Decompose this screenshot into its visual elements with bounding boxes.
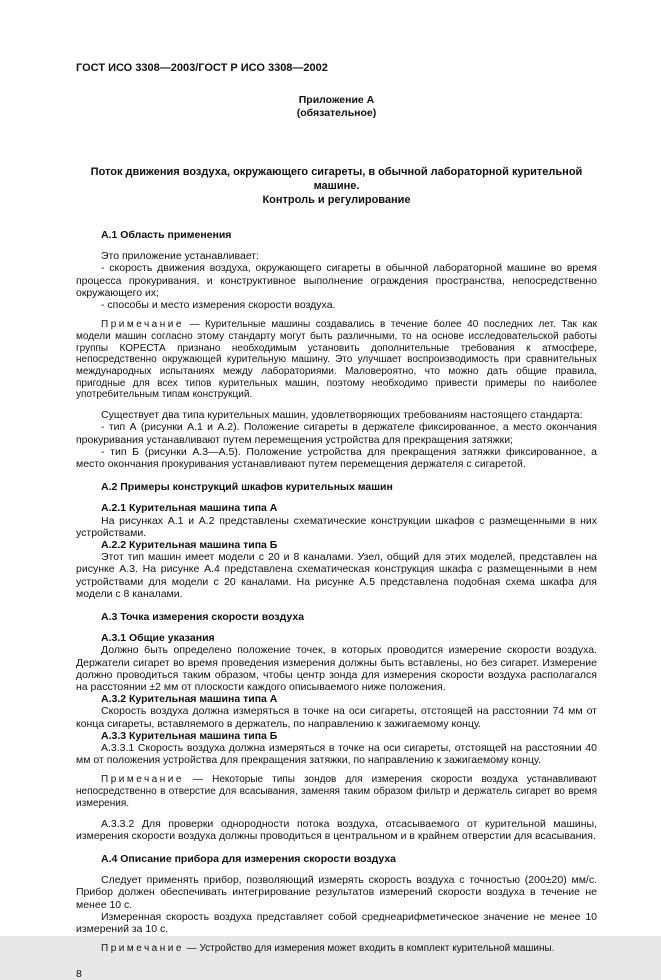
- paragraph: А.3.3.2 Для проверки однородности потока воздуха, отсасываемого от курительной машины, измерения скорости воздуха должны проводиться в центральном и в крайнем отверстии для всасывания.: [76, 817, 597, 842]
- standard-designation: ГОСТ ИСО 3308—2003/ГОСТ Р ИСО 3308—2002: [76, 62, 328, 74]
- document-title-line2: Контроль и регулирование: [262, 194, 411, 206]
- section-heading: А.2 Примеры конструкций шкафов курительных машин: [101, 481, 393, 494]
- document-title-line1: Поток движения воздуха, окружающего сигареты, в обычной лабораторной курительной машине.: [90, 166, 583, 192]
- paragraph: Этот тип машин имеет модели с 20 и 8 каналами. Узел, общий для этих моделей, представлен на рисунке А.3. На рисунке А.4 представлена схематическая конструкция шкафа с размещенными в нем устройствами для модели с 20 каналами. На рисунке А.5 представлена подобная схема шкафа для модели с 8 каналами.: [76, 551, 597, 600]
- paragraph: Существует два типа курительных машин, удовлетворяющих требованиям настоящего стандарта:: [101, 409, 583, 422]
- paragraph: Это приложение устанавливает:: [101, 250, 260, 263]
- section-heading: А.4 Описание прибора для измерения скорости воздуха: [101, 852, 397, 865]
- page-number: 8: [76, 967, 82, 980]
- paragraph: - способы и место измерения скорости воздуха.: [101, 299, 336, 312]
- note-label: Примечание: [101, 319, 184, 331]
- subsection-heading: А.3.1 Общие указания: [101, 632, 215, 645]
- paragraph: - скорость движения воздуха, окружающего сигареты в обычной лабораторной машине во время процесса прокуривания, и конструктивное выполнение ограждения пространства, непосредственно окружающего их;: [76, 262, 597, 299]
- subsection-heading: А.2.1 Курительная машина типа А: [101, 502, 278, 515]
- paragraph: - тип Б (рисунки А.3—А.5). Положение устройства для прекращения затяжки фиксированное, а место окончания прокуривания устанавливают путем перемещения держателя с сигаретой.: [76, 445, 597, 470]
- paragraph: - тип А (рисунки А.1 и А.2). Положение сигареты в держателе фиксированное, а место окончания прокуривания устанавливают путем перемещения устройства для прекращения затяжки;: [76, 421, 597, 446]
- subsection-heading: А.3.3 Курительная машина типа Б: [101, 729, 278, 742]
- annex-header: [76, 94, 597, 120]
- note-label: Примечание: [101, 943, 184, 955]
- document-content: [76, 229, 597, 955]
- note: Примечание — Устройство для измерения может входить в комплект курительной машины.: [101, 943, 555, 955]
- subsection-heading: А.2.2 Курительная машина типа Б: [101, 538, 278, 551]
- note: Примечание — Некоторые типы зондов для измерения скорости воздуха устанавливают непосредственно в отверстие для всасывания, заменяя таким образом фильтр и держатель сигарет во время измерения.: [76, 774, 597, 809]
- annex-label: Приложение А: [298, 94, 375, 106]
- section-heading: А.3 Точка измерения скорости воздуха: [101, 610, 305, 623]
- paragraph: Следует применять прибор, позволяющий измерять скорость воздуха с точностью (200±20) мм/с. Прибор должен обеспечивать интегрирование результатов измерений скорости воздуха в течение не менее 10 с.: [76, 874, 597, 911]
- paragraph: Скорость воздуха должна измеряться в точке на оси сигареты, отстоящей на расстоянии 74 мм от конца сигареты, вставляемого в держатель, по направлению к зажигаемому концу.: [76, 705, 597, 730]
- document-title: [76, 165, 597, 207]
- note-label: Примечание: [101, 774, 184, 786]
- subsection-heading: А.3.2 Курительная машина типа А: [101, 693, 278, 706]
- section-heading: А.1 Область применения: [101, 229, 232, 241]
- paragraph: Должно быть определено положение точек, в которых проводится измерение скорости воздуха. Держатели сигарет во время проведения измерения должны быть вставлены, но без сигарет. Измерение должно проводиться таким образом, чтобы центр зонда для измерения скорости воздуха располагался на расстоянии ±2 мм от плоскости каждого описываемого ниже положения.: [76, 644, 597, 693]
- annex-kind: (обязательное): [296, 107, 377, 119]
- paragraph: А.3.3.1 Скорость воздуха должна измеряться в точке на оси сигареты, отстоящей на расстоянии 40 мм от положения устройства для прекращения затяжки, по направлению к зажигаемому концу.: [76, 742, 597, 767]
- paragraph: На рисунках А.1 и А.2 представлены схематические конструкции шкафов с размещенными в них устройствами.: [76, 514, 597, 539]
- paragraph: Измеренная скорость воздуха представляет собой среднеарифметическое значение не менее 10 измерений за 10 с.: [76, 910, 597, 935]
- note: Примечание — Курительные машины создавались в течение более 40 последних лет. Так как модели машин согласно этому стандарту могут быть различными, то на основе исследовательской работы группы КОРЕСТА признано необходимым установить дополнительные требования к атмосфере, непосредственно окружающей курительную машину. Это улучшает воспроизводимость при сравнительных международных испытаниях между лабораториями. Маловероятно, что можно дать общие правила, пригодные для всех типов курительных машин, поэтому необходимо привести примеры по наиболее употребительным типам конструкций.: [76, 319, 597, 401]
